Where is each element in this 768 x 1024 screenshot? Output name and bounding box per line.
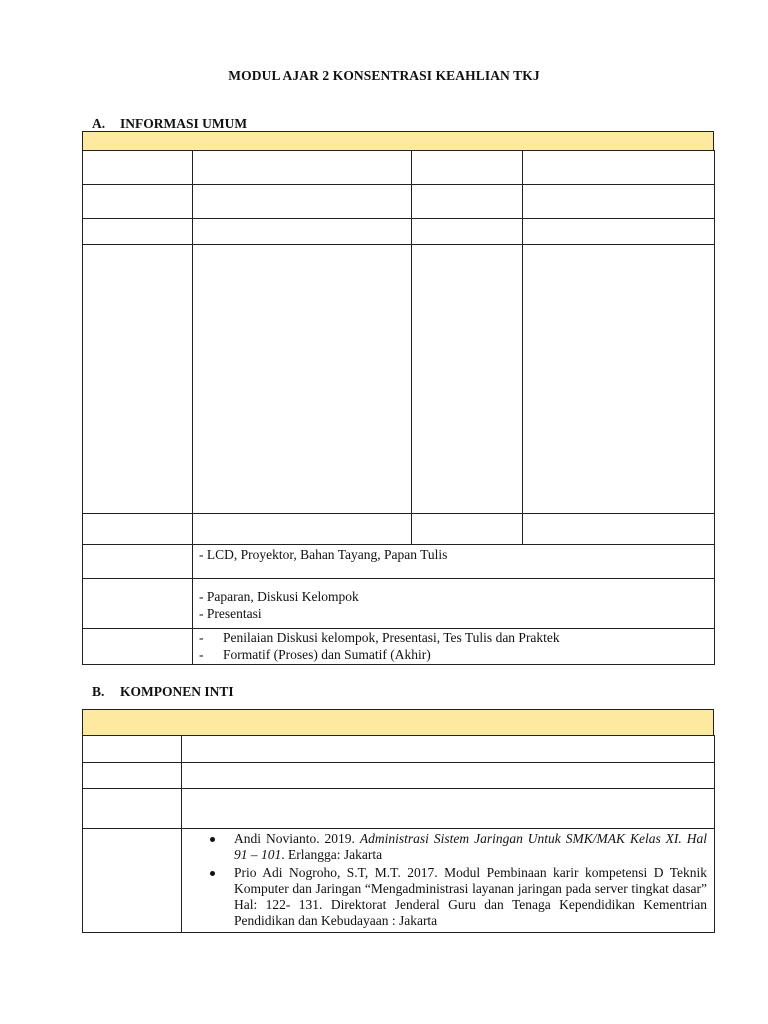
section-a-heading — [92, 116, 247, 132]
media-line: - LCD, Proyektor, Bahan Tayang, Papan Tulis — [199, 547, 448, 562]
table-row — [83, 579, 715, 629]
references-cell — [182, 829, 715, 933]
reference-item — [188, 865, 707, 929]
reference-text: Andi Novianto. 2019. — [234, 831, 360, 846]
table-cell — [193, 185, 412, 219]
table-row — [83, 545, 715, 579]
table-row — [83, 219, 715, 245]
table-cell — [83, 736, 182, 763]
section-a-title: INFORMASI UMUM — [120, 116, 248, 131]
table-cell — [83, 789, 182, 829]
table-cell — [412, 245, 523, 514]
assessment-cell — [193, 629, 715, 665]
table-cell — [83, 829, 182, 933]
table-row — [83, 245, 715, 514]
table-cell — [193, 151, 412, 185]
table-cell — [83, 629, 193, 665]
section-b-number: B. — [92, 684, 105, 699]
page-title: MODUL AJAR 2 KONSENTRASI KEAHLIAN TKJ — [228, 68, 540, 83]
section-b-title: KOMPONEN INTI — [120, 684, 234, 699]
table-cell — [412, 185, 523, 219]
model-cell — [193, 579, 715, 629]
assessment-text: Penilaian Diskusi kelompok, Presentasi, Tes Tulis dan Praktek — [223, 630, 560, 645]
table-cell — [182, 763, 715, 789]
dash-mark: - — [199, 630, 204, 645]
table-cell — [412, 514, 523, 545]
table-row — [83, 151, 715, 185]
section-b-heading — [92, 684, 234, 700]
table-row — [83, 789, 715, 829]
assessment-line — [199, 629, 708, 646]
section-b-header-band — [82, 709, 714, 736]
table-row — [83, 736, 715, 763]
table-cell — [83, 219, 193, 245]
bullet-icon — [210, 871, 215, 876]
bullet-icon — [210, 837, 215, 842]
section-a-header-band — [82, 131, 714, 151]
dash-mark: - — [199, 647, 204, 662]
table-cell — [193, 514, 412, 545]
table-cell — [523, 219, 715, 245]
reference-publisher: . Erlangga: Jakarta — [281, 847, 383, 862]
model-line: - Paparan, Diskusi Kelompok — [199, 589, 359, 604]
table-cell — [182, 736, 715, 763]
reference-book-title: Administrasi Sistem Jaringan Untuk SMK/MAK Kelas XI. Hal 91 – 101 — [234, 831, 707, 862]
table-cell — [412, 219, 523, 245]
table-row — [83, 514, 715, 545]
table-cell — [83, 763, 182, 789]
table-cell — [523, 245, 715, 514]
table-cell — [412, 151, 523, 185]
table-cell — [523, 151, 715, 185]
table-cell — [193, 219, 412, 245]
reference-item — [188, 831, 707, 863]
table-row — [83, 629, 715, 665]
section-a-number: A. — [92, 116, 106, 131]
table-cell — [83, 245, 193, 514]
reference-text: Prio Adi Nogroho, S.T, M.T. 2017. Modul Pembinaan karir kompetensi D Teknik Komputer dan Jaringan “Mengadministrasi layanan jaringan pada server tingkat dasar” Hal: 122- 131. Direktorat Jenderal Guru dan Tenaga Kependidikan Kementrian Pendidikan dan Kebudayaan : Jakarta — [234, 865, 707, 928]
table-cell — [83, 514, 193, 545]
table-cell — [523, 185, 715, 219]
table-row — [83, 185, 715, 219]
media-cell — [193, 545, 715, 579]
table-cell — [83, 545, 193, 579]
table-cell — [193, 245, 412, 514]
informasi-umum-table — [82, 150, 715, 665]
reference-list — [188, 831, 707, 929]
table-row — [83, 763, 715, 789]
table-cell — [182, 789, 715, 829]
table-cell — [83, 185, 193, 219]
table-cell — [83, 151, 193, 185]
table-cell — [83, 579, 193, 629]
table-cell — [523, 514, 715, 545]
komponen-inti-table — [82, 735, 715, 933]
model-line: - Presentasi — [199, 606, 262, 621]
table-row — [83, 829, 715, 933]
assessment-text: Formatif (Proses) dan Sumatif (Akhir) — [223, 647, 431, 662]
assessment-line — [199, 646, 708, 663]
